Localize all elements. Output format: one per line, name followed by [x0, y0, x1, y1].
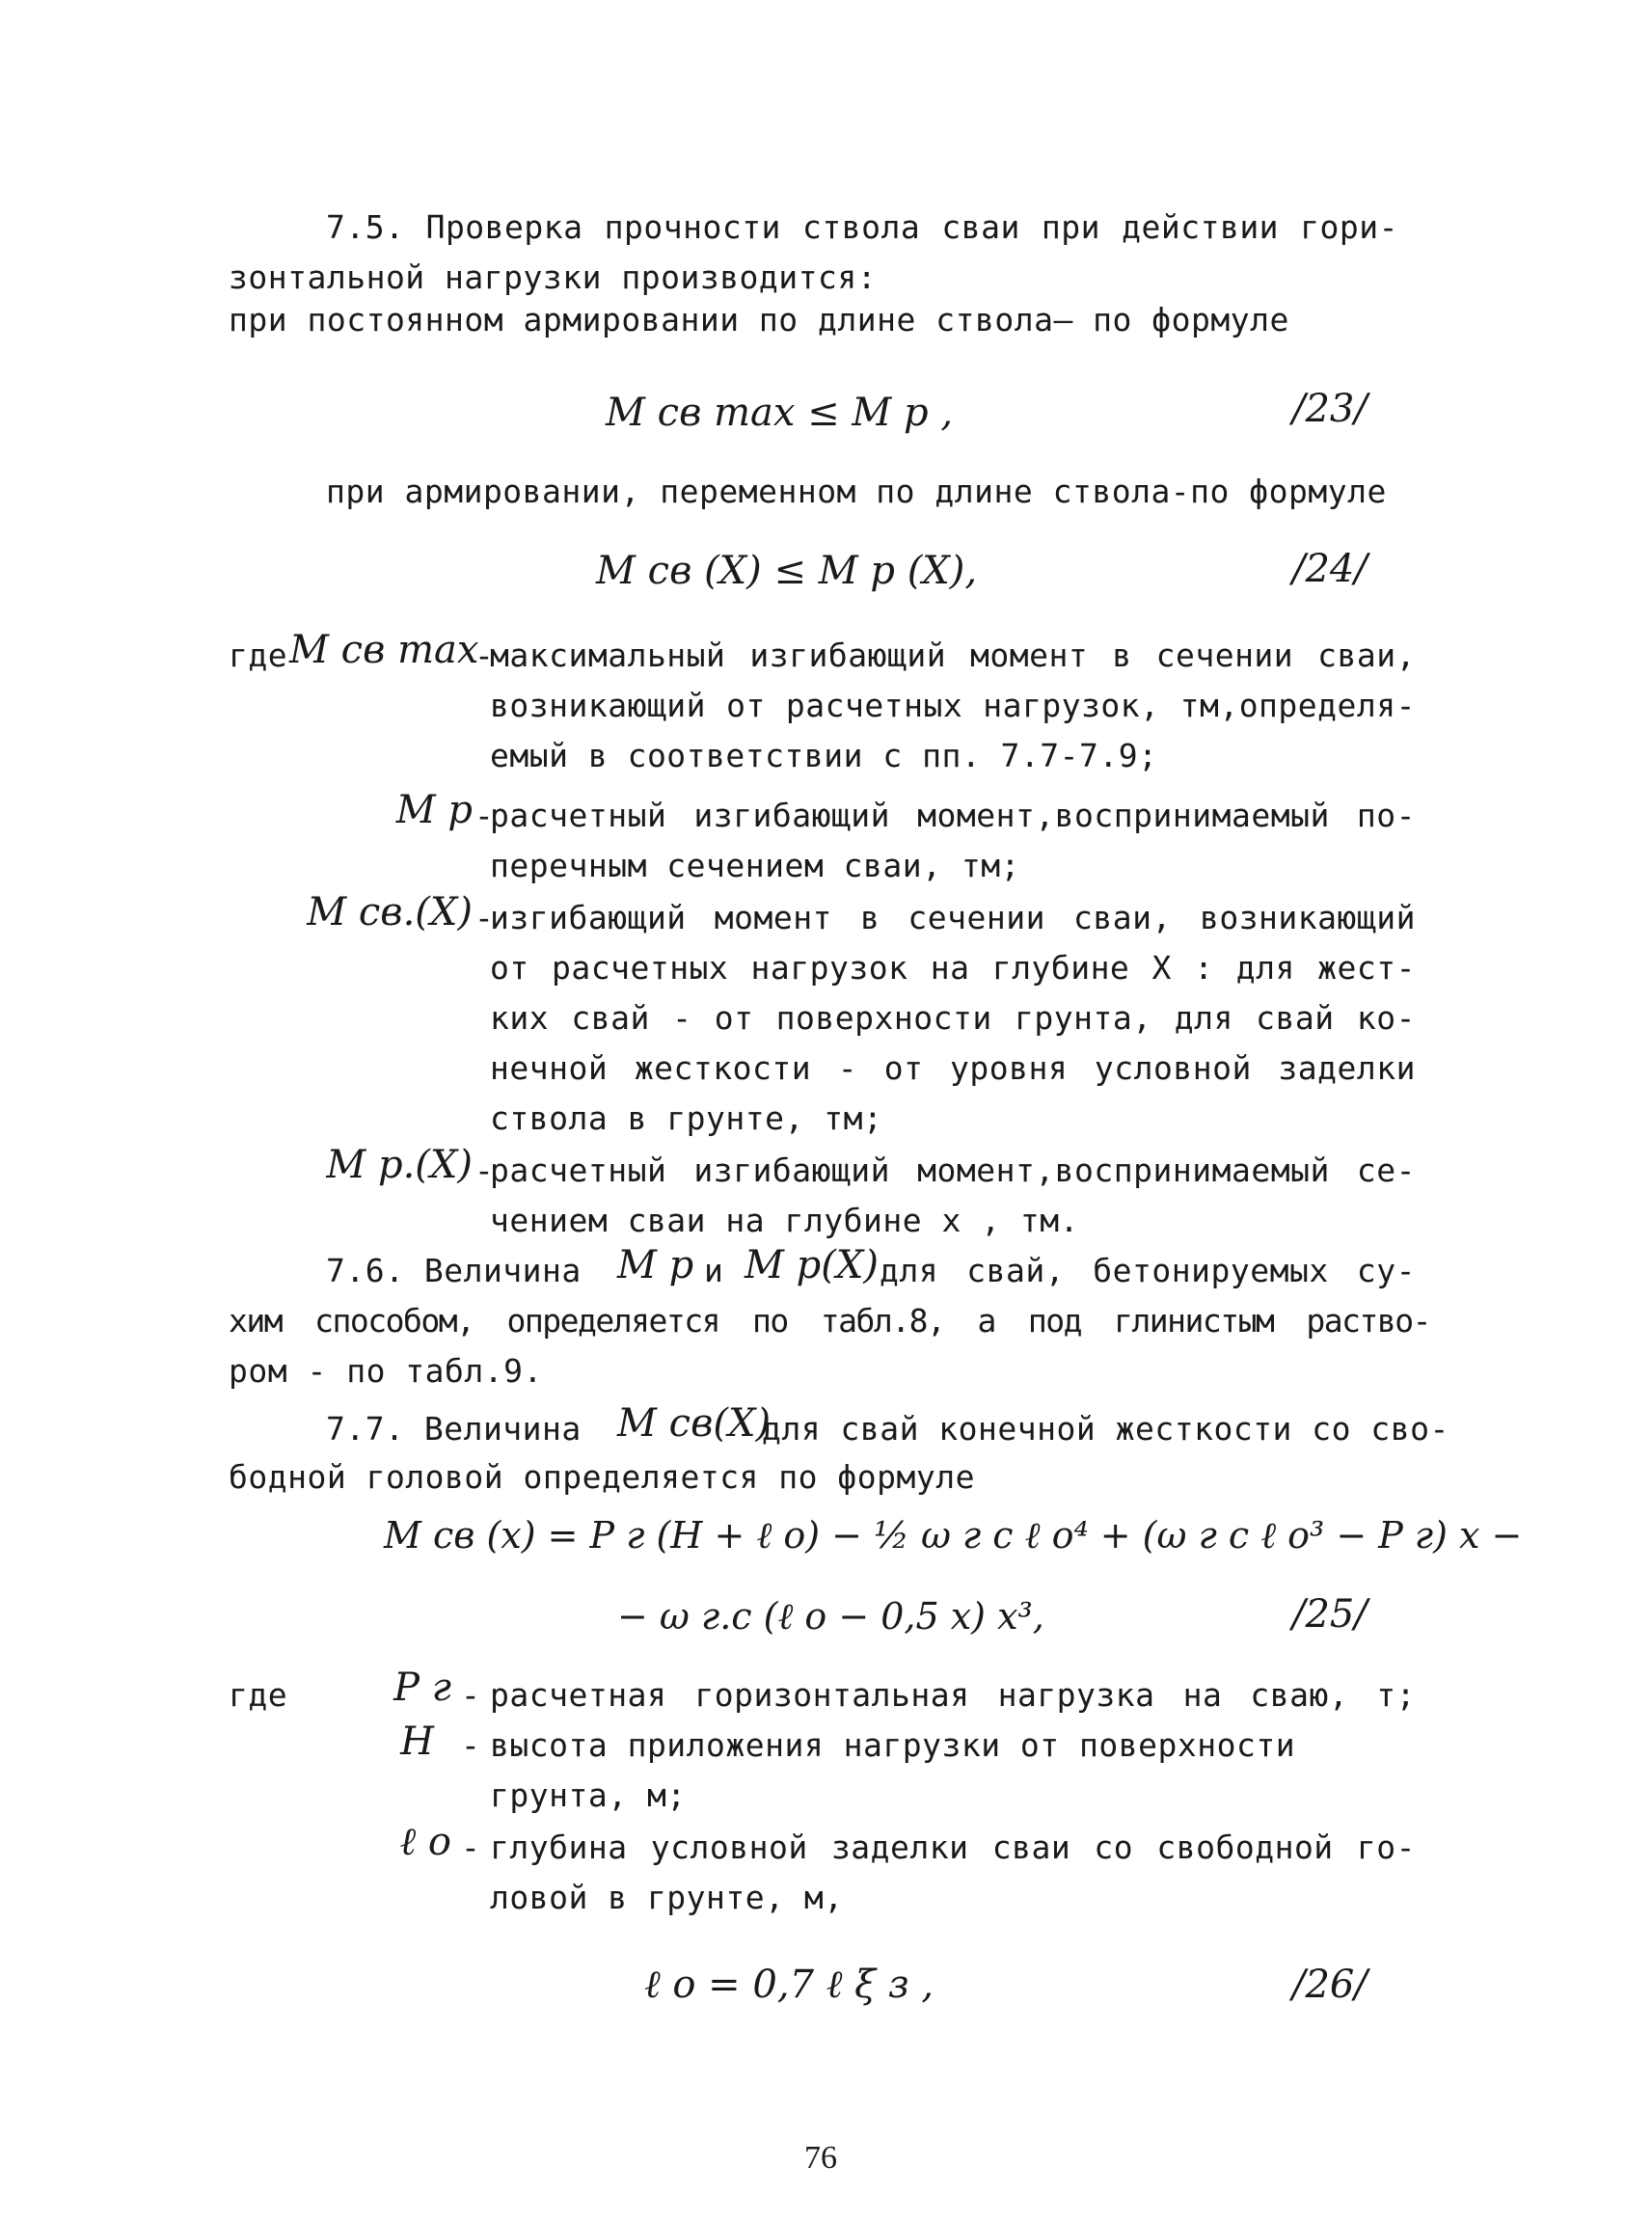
def-l0-line-2: ловой в грунте, м, [490, 1879, 844, 1916]
section-7-5-line-2: зонтальной нагрузки производится: [229, 258, 878, 296]
dash: - [474, 797, 494, 834]
def-mp-line-1: расчетный изгибающий момент,воспринимаемый по- [490, 797, 1416, 834]
equation-number-25: /25/ [1292, 1592, 1368, 1637]
def-mp-line-2: перечным сечением сваи, тм; [490, 847, 1020, 884]
dash: - [474, 899, 494, 936]
section-7-7-line-1a: 7.7. Величина [326, 1410, 582, 1448]
symbol-l0: ℓ o [399, 1820, 451, 1864]
def-mpx-line-1: расчетный изгибающий момент,воспринимаемый се- [490, 1151, 1416, 1189]
equation-26: ℓ o = 0,7 ℓ ξ з , [644, 1963, 934, 2007]
def-mmax-line-1: максимальный изгибающий момент в сечении сваи, [490, 637, 1416, 674]
where-label: где [229, 637, 288, 674]
section-7-6-and: и [704, 1252, 724, 1289]
def-mmax-line-2: возникающий от расчетных нагрузок, тм,определя- [490, 687, 1416, 724]
section-7-5-line-1: 7.5. Проверка прочности ствола сваи при действии гори- [326, 208, 1398, 246]
def-mx-line-1: изгибающий момент в сечении сваи, возникающий [490, 899, 1416, 936]
page-number: 76 [804, 2140, 837, 2176]
symbol-mpx: M р.(X) [326, 1143, 473, 1187]
def-mmax-line-3: емый в соответствии с пп. 7.7-7.9; [490, 737, 1158, 774]
dash: - [461, 1828, 480, 1866]
dash: - [461, 1676, 480, 1714]
symbol-mp-inline: M р [617, 1243, 694, 1287]
symbol-mp: M р [395, 788, 473, 832]
symbol-h: H [400, 1720, 434, 1764]
symbol-mx: M св.(X) [307, 890, 473, 934]
variable-reinforcement-text: при армировании, переменном по длине ствола-по формуле [326, 473, 1387, 510]
def-h-line-2: грунта, м; [490, 1776, 687, 1814]
symbol-mcx-inline: M св(X) [617, 1401, 772, 1446]
symbol-pr: P г [393, 1666, 451, 1710]
section-7-6-line-1c: для свай, бетонируемых су- [880, 1252, 1416, 1289]
section-7-6-line-1a: 7.6. Величина [326, 1252, 582, 1289]
dash: - [474, 637, 494, 674]
def-mx-line-5: ствола в грунте, тм; [490, 1099, 883, 1137]
def-pr-line-1: расчетная горизонтальная нагрузка на сваю, т; [490, 1676, 1416, 1714]
dash: - [474, 1151, 494, 1189]
equation-25-line-1: M св (x) = P г (H + ℓ o) − ½ ω г с ℓ o⁴ + (ω г с ℓ o³ − P г) x − [384, 1514, 1523, 1557]
section-7-7-line-1b: для свай конечной жесткости со сво- [762, 1410, 1449, 1448]
section-7-6-line-3: ром - по табл.9. [229, 1352, 543, 1390]
def-mpx-line-2: чением сваи на глубине x , тм. [490, 1202, 1080, 1239]
def-l0-line-1: глубина условной заделки сваи со свободной го- [490, 1828, 1416, 1866]
equation-25-line-2: − ω г.с (ℓ o − 0,5 x) x³, [617, 1595, 1044, 1638]
dash: - [461, 1726, 480, 1764]
equation-number-23: /23/ [1292, 387, 1368, 431]
section-7-5-line-3: при постоянном армировании по длине ствола— по формуле [229, 301, 1289, 339]
equation-24: M св (X) ≤ M р (X), [596, 549, 978, 593]
equation-number-26: /26/ [1292, 1963, 1368, 2007]
section-7-7-line-2: бодной головой определяется по формуле [229, 1458, 975, 1496]
symbol-mmax: M св max [289, 628, 479, 672]
def-mx-line-3: ких свай - от поверхности грунта, для свай ко- [490, 999, 1416, 1037]
equation-23: M св max ≤ M р , [606, 391, 954, 435]
equation-number-24: /24/ [1292, 547, 1368, 591]
def-mx-line-2: от расчетных нагрузок на глубине X : для жест- [490, 949, 1416, 987]
section-7-6-line-2: хим способом, определяется по табл.8, а под глинистым раство- [229, 1302, 1430, 1340]
def-mx-line-4: нечной жесткости - от уровня условной заделки [490, 1049, 1416, 1087]
symbol-mpx-inline: M р(X) [745, 1243, 879, 1287]
where-label-2: где [229, 1676, 288, 1714]
def-h-line-1: высота приложения нагрузки от поверхности [490, 1726, 1296, 1764]
